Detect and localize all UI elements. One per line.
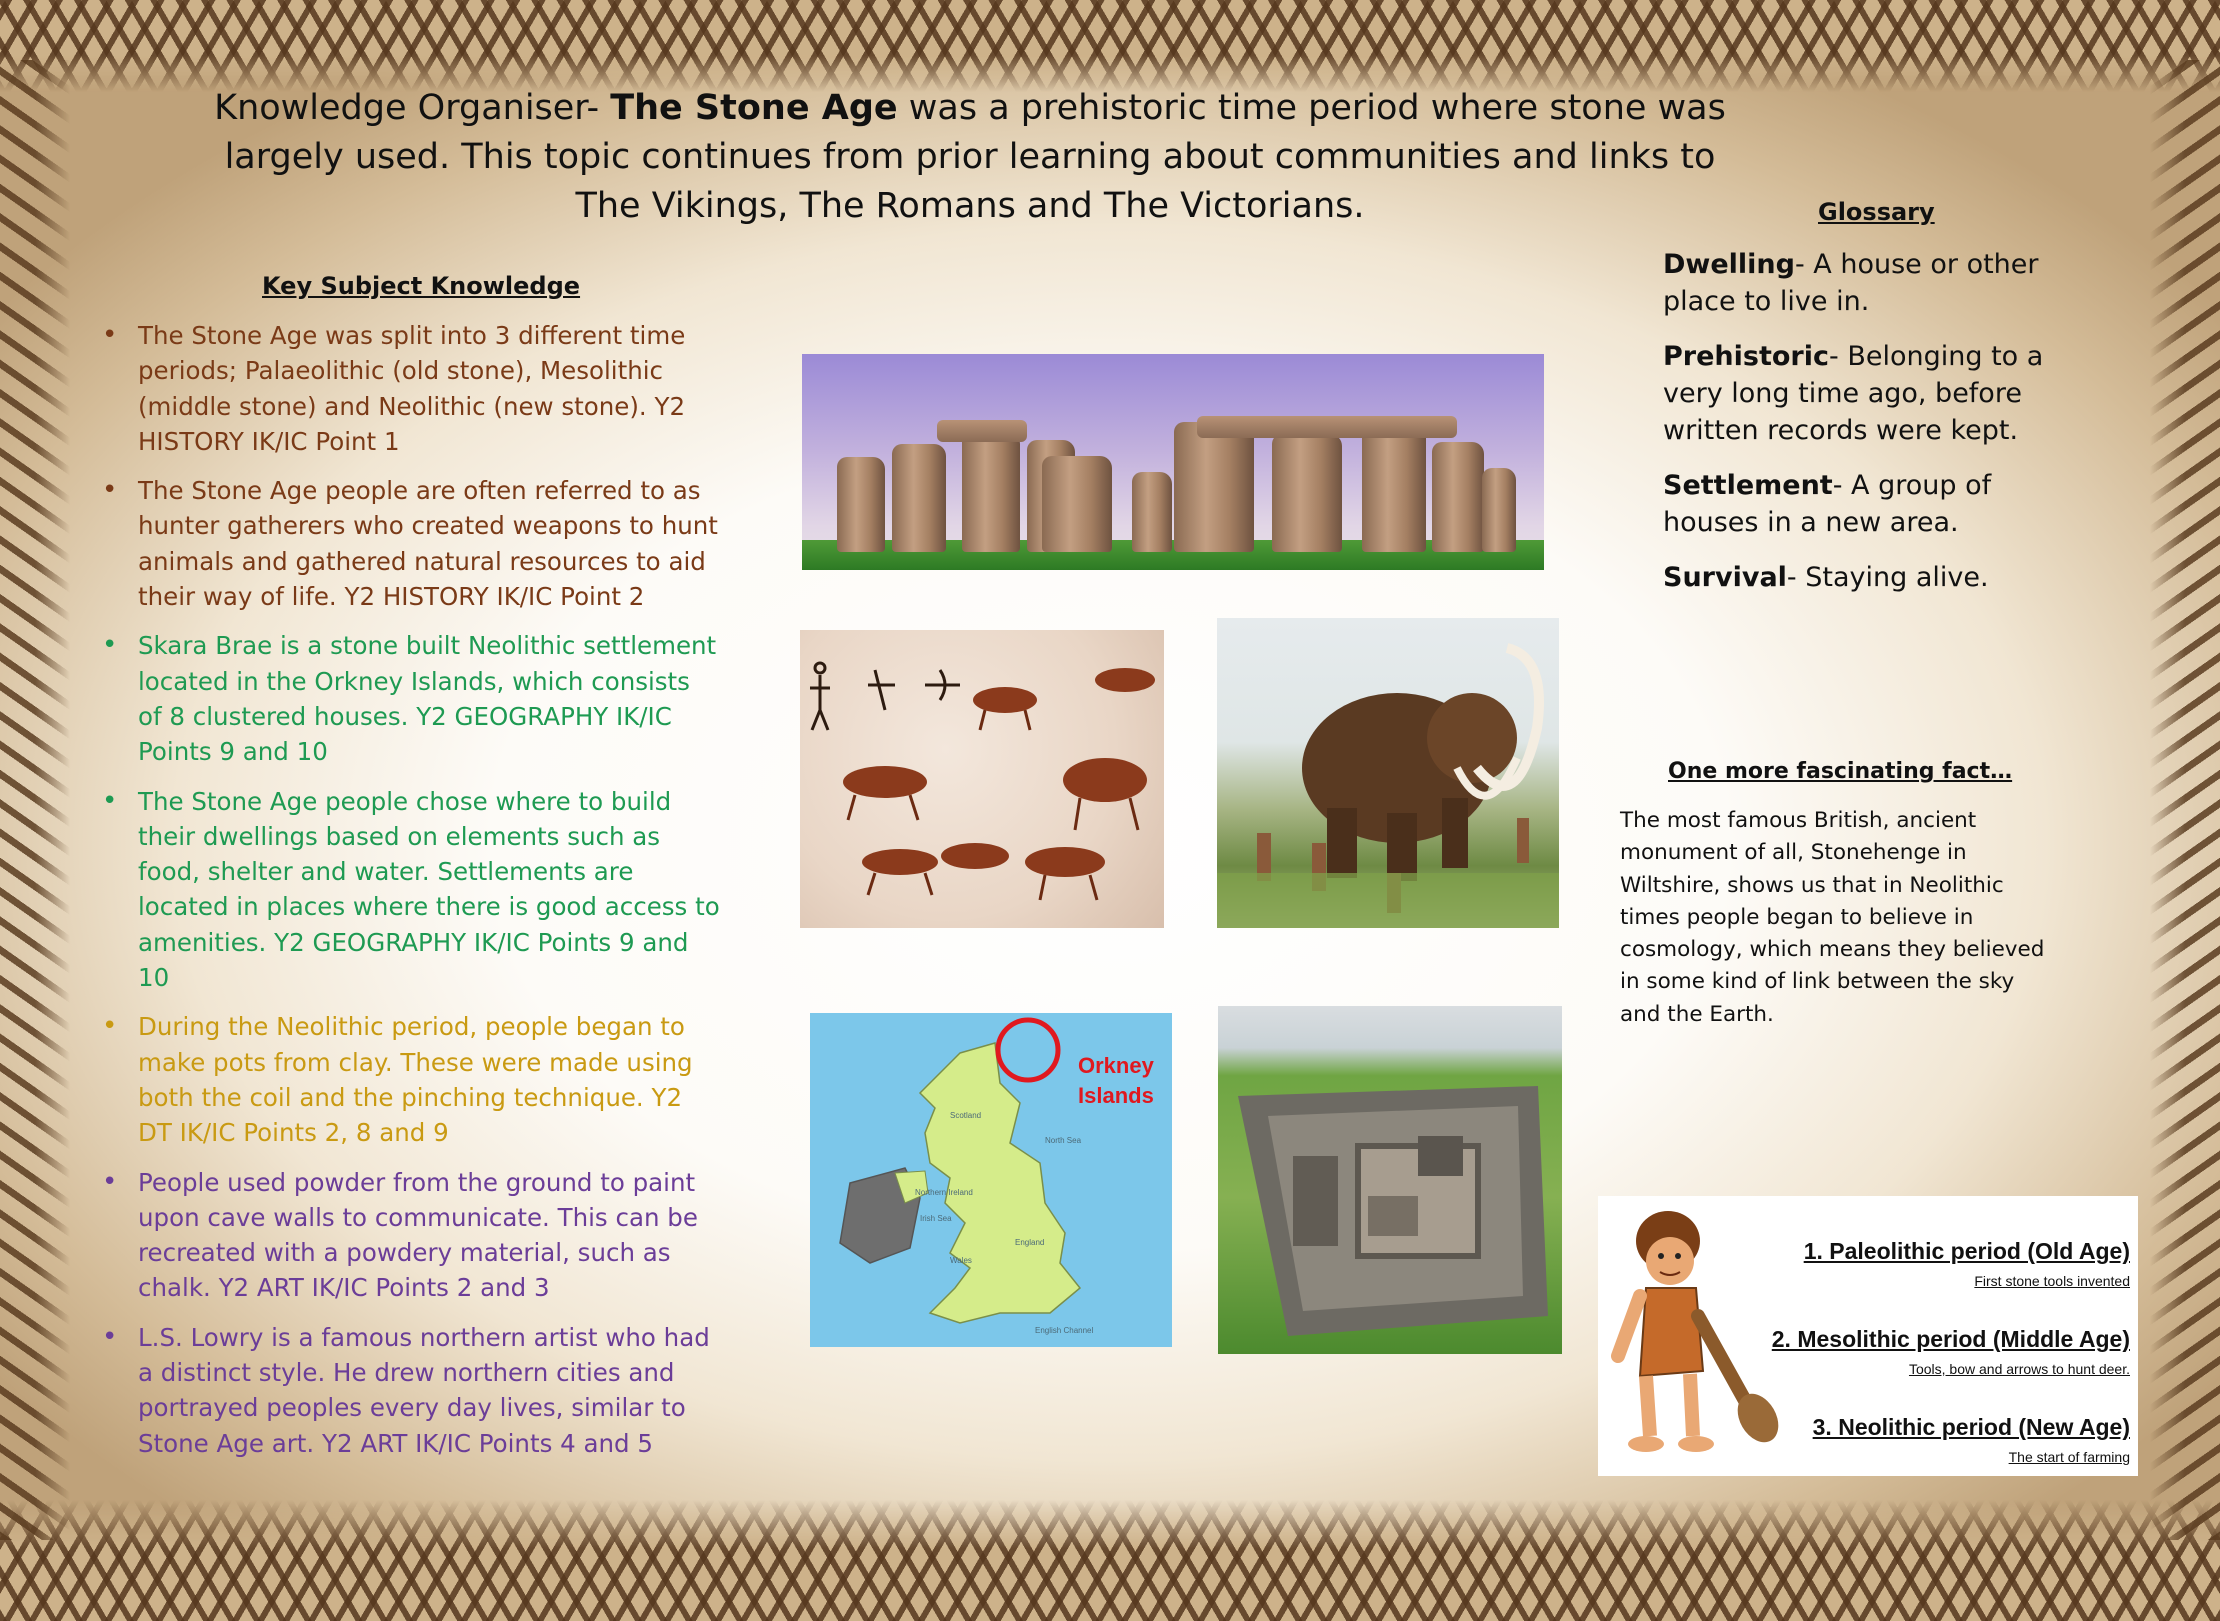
stonehenge-photo — [802, 354, 1544, 570]
knowledge-item-text: The Stone Age was split into 3 different time periods; Palaeolithic (old stone), Mesolithic (middle stone) and Neolithic (new stone). Y2 HISTORY IK/IC Point 1 — [138, 321, 686, 456]
page-title — [190, 84, 1750, 231]
knowledge-item-text: Skara Brae is a stone built Neolithic settlement located in the Orkney Islands, which consists of 8 clustered houses. Y2 GEOGRAPHY IK/IC Points 9 and 10 — [138, 631, 717, 767]
map-small-label: English Channel — [1035, 1326, 1094, 1335]
glossary-definition: - A group of houses in a new area. — [1663, 470, 1992, 538]
knowledge-item — [100, 784, 720, 996]
stone — [837, 457, 885, 552]
glossary-entry — [1663, 246, 2093, 320]
glossary-term: Dwelling — [1663, 249, 1795, 280]
stone — [1174, 422, 1254, 552]
lintel — [937, 420, 1027, 442]
map-small-label: Irish Sea — [920, 1214, 952, 1223]
knowledge-item-text: During the Neolithic period, people began to make pots from clay. These were made using both the coil and the pinching technique. Y2 DT IK/IC Points 2, 8 and 9 — [138, 1012, 693, 1148]
stone — [1432, 442, 1484, 552]
glossary-definition: - Belonging to a very long time ago, before written records were kept. — [1663, 341, 2044, 446]
bottom-border-pattern — [0, 1500, 2220, 1621]
mammoth-hunt-photo — [1217, 618, 1559, 928]
map-small-label: Scotland — [950, 1111, 982, 1120]
knowledge-item — [100, 1165, 720, 1306]
glossary-list — [1663, 246, 2093, 614]
knowledge-item-text: The Stone Age people are often referred to as hunter gatherers who created weapons to hunt animals and gathered natural resources to aid their way of life. Y2 HISTORY IK/IC Point 2 — [138, 476, 718, 612]
stone — [892, 444, 946, 552]
title-prefix: Knowledge Organiser- — [214, 88, 611, 128]
glossary-term: Prehistoric — [1663, 341, 1829, 372]
map-small-label: Wales — [950, 1256, 972, 1265]
glossary-entry — [1663, 338, 2093, 449]
skara-brae-photo — [1218, 1006, 1562, 1354]
cave-painting-photo — [800, 630, 1164, 928]
stone — [1362, 426, 1426, 552]
fact-heading: One more fascinating fact… — [1668, 759, 2013, 784]
knowledge-item-text: L.S. Lowry is a famous northern artist who had a distinct style. He drew northern cities and portrayed peoples every day lives, similar to Stone Age art. Y2 ART IK/IC Points 4 and 5 — [138, 1322, 710, 1458]
stone — [1482, 468, 1516, 552]
fact-text: The most famous British, ancient monument of all, Stonehenge in Wiltshire, shows us that in Neolithic times people began to believe in cosmology, which means they believed in some kind of link between the sky and the Earth. — [1620, 808, 2045, 1027]
map-small-label: North Sea — [1045, 1136, 1082, 1145]
title-suffix: was a prehistoric time period where stone was largely used. This topic continues from prior learning about communities and links to The Vikings, The Romans and The Victorians. — [224, 88, 1726, 226]
cave-painting-drawing — [800, 630, 1164, 928]
knowledge-item — [100, 318, 720, 459]
lintel — [1197, 416, 1457, 438]
knowledge-item — [100, 473, 720, 614]
stone — [1042, 456, 1112, 552]
stone-age-periods-panel — [1598, 1196, 2138, 1476]
top-border-pattern — [0, 0, 2220, 92]
uk-map — [810, 1013, 1172, 1347]
knowledge-item — [100, 1320, 720, 1461]
key-subject-knowledge-heading: Key Subject Knowledge — [262, 272, 581, 300]
glossary-definition: - Staying alive. — [1786, 562, 1989, 593]
stone — [1132, 472, 1172, 552]
title-topic: The Stone Age — [610, 88, 898, 128]
period-subtitle: Tools, bow and arrows to hunt deer. — [1908, 1361, 2130, 1377]
knowledge-item-text: The Stone Age people chose where to build their dwellings based on elements such as food, shelter and water. Settlements are located in places where there is good access to amenities. Y2 GEOGRAPHY IK/IC Points 9 and 10 — [138, 786, 720, 993]
glossary-term: Settlement — [1663, 470, 1833, 501]
skara-brae-drawing — [1218, 1006, 1562, 1354]
period-subtitle: First stone tools invented — [1974, 1273, 2130, 1289]
knowledge-item — [100, 1009, 720, 1150]
uk-map-drawing — [810, 1013, 1172, 1347]
key-subject-knowledge-list — [100, 318, 720, 1475]
knowledge-item-text: People used powder from the ground to paint upon cave walls to communicate. This can be recreated with a powdery material, such as chalk. Y2 ART IK/IC Points 2 and 3 — [138, 1167, 698, 1303]
orkney-label-line1: Orkney — [1078, 1053, 1154, 1078]
glossary-entry — [1663, 559, 2093, 596]
map-small-label: England — [1015, 1238, 1045, 1247]
caveman-icon — [1598, 1196, 1798, 1476]
stone — [1272, 434, 1342, 552]
period-title: 1. Paleolithic period (Old Age) — [1803, 1238, 2130, 1264]
left-border-pattern — [0, 60, 70, 1540]
orkney-label-line2: Islands — [1078, 1083, 1154, 1108]
period-title: 3. Neolithic period (New Age) — [1812, 1414, 2130, 1440]
stone — [962, 432, 1020, 552]
glossary-heading: Glossary — [1818, 198, 1935, 226]
glossary-term: Survival — [1663, 562, 1787, 593]
glossary-entry — [1663, 467, 2093, 541]
period-subtitle: The start of farming — [2008, 1449, 2130, 1465]
period-title: 2. Mesolithic period (Middle Age) — [1771, 1326, 2130, 1352]
glossary-definition: - A house or other place to live in. — [1663, 249, 2039, 317]
map-small-label: Northern Ireland — [915, 1188, 973, 1197]
mammoth-drawing — [1217, 618, 1559, 928]
right-border-pattern — [2150, 60, 2220, 1540]
knowledge-item — [100, 628, 720, 769]
